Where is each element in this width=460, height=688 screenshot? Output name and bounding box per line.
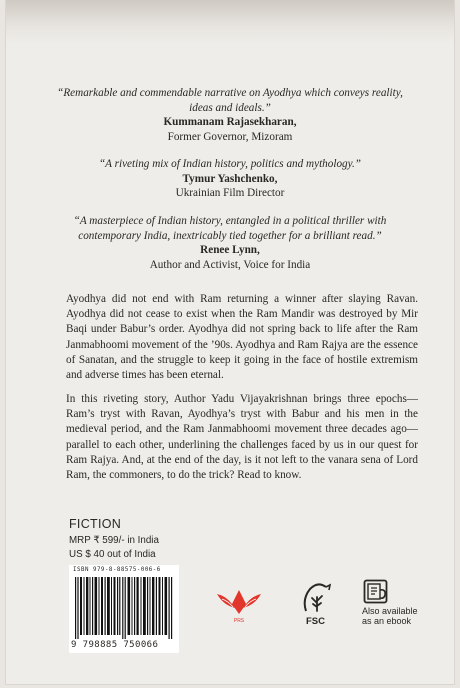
isbn-barcode [69,565,179,653]
winged-emblem-icon [214,584,264,624]
ebook-logo [363,579,391,605]
price-india: MRP ₹ 599/- in India [69,535,159,546]
publisher-logo [214,584,264,624]
endorsement-3-text-line-2: contemporary India, inextricably tied together for a brilliant read.” [78,229,382,242]
endorsement-3-author: Renee Lynn, [200,244,260,257]
isbn-number-bottom: 9 798885 750066 [71,640,159,650]
endorsement-1-author: Kummanam Rajasekharan, [163,116,297,129]
endorsement-2-author: Tymur Yashchenko, [182,172,278,185]
top-shadow-band [6,0,454,44]
publisher-logo-text: PRS [233,618,245,624]
barcode-bars [75,577,173,639]
ebook-label-line-2: as an ebook [362,615,412,626]
blurb-paragraph-1: Ayodhya did not end with Ram returning a winner after slaying Ravan. Ayodhya did not cease to exist when the Ram Mandir was destroyed by Mir Baqi under Babur’s order. Ayodhya did not spring back to life after the Ram Janmabhoomi movement of the ’90s. Ayodhya and Ram Rajya are the essence of Sanatan, and the struggle to keep it going in the face of hostile extremism and adverse times has been eternal. [66,293,418,382]
endorsement-2 [6,157,454,201]
price-outside-india: US $ 40 out of India [69,549,156,560]
endorsement-1-text-line-1: “Remarkable and commendable narrative on Ayodhya which conveys reality, [57,87,403,99]
endorsement-1-role: Former Governor, Mizoram [167,130,293,143]
endorsement-1-text-line-2: ideas and ideals.” [189,101,271,114]
fsc-label: FSC [306,616,325,627]
genre-label: FICTION [69,517,122,531]
endorsement-3 [6,214,454,272]
isbn-number-top: ISBN 979-8-88575-006-6 [73,567,161,573]
blurb-paragraph-2: In this riveting story, Author Yadu Vijayakrishnan brings three epochs—Ram’s tryst with Ravan, Ayodhya’s tryst with Babur and his men in the medieval period, and the Ram Janmabhoomi movement three decades ago—parallel to each other, underlining the challenges faced by us in our quest for Ram Rajya. And, at the end of the day, is it not left to the vanara sena of Lord Ram, the commoners, to do the trick? Read to know. [66,393,418,482]
fsc-tree-icon [300,581,336,615]
fsc-logo [300,581,336,615]
ebook-icon [363,579,391,605]
endorsement-3-role: Author and Activist, Voice for India [149,258,311,271]
endorsement-2-role: Ukrainian Film Director [175,187,285,200]
endorsement-3-text-line-1: “A masterpiece of Indian history, entangled in a political thriller with [73,215,387,227]
endorsement-1 [6,86,454,144]
ebook-availability-label [362,607,418,626]
back-cover [6,0,454,684]
ebook-label-line-1: Also available [362,606,418,616]
endorsement-2-text-line-1: “A riveting mix of Indian history, politics and mythology.” [98,158,362,170]
